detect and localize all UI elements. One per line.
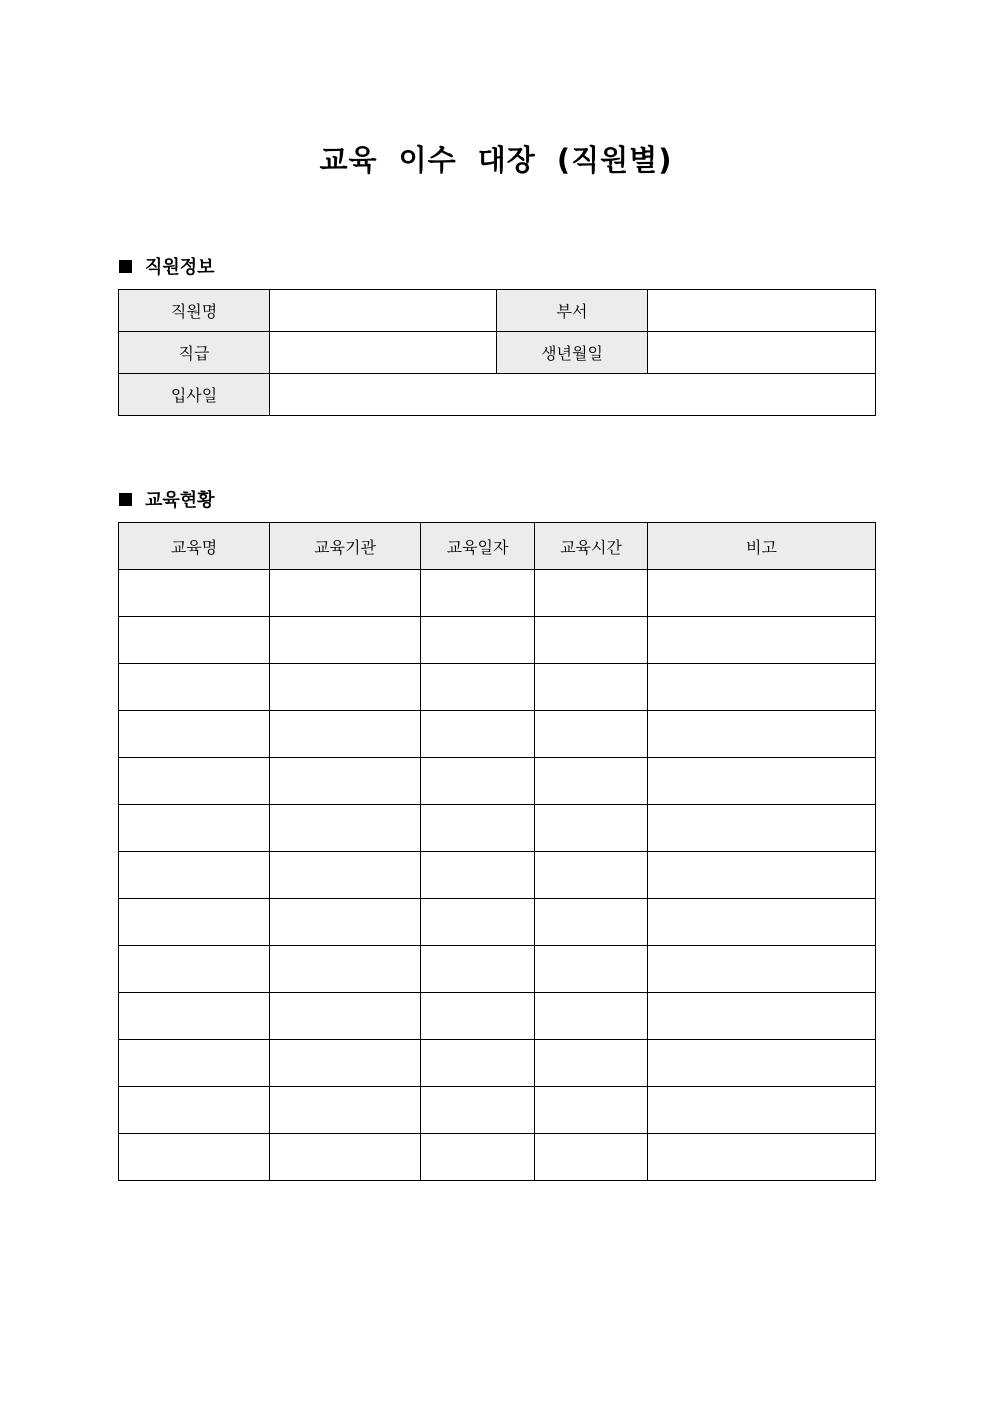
cell-date[interactable] [421,1040,535,1087]
department-field[interactable] [648,290,876,332]
table-row [119,664,876,711]
join-date-field[interactable] [270,374,876,416]
cell-hours[interactable] [535,946,648,993]
table-row [119,758,876,805]
cell-institution[interactable] [270,1134,421,1181]
cell-institution[interactable] [270,711,421,758]
cell-date[interactable] [421,899,535,946]
cell-hours[interactable] [535,711,648,758]
cell-hours[interactable] [535,570,648,617]
rank-field[interactable] [270,332,497,374]
name-field[interactable] [270,290,497,332]
cell-remarks[interactable] [648,1040,876,1087]
section-heading-employee-info [119,253,215,279]
table-row [119,374,876,416]
cell-remarks[interactable] [648,805,876,852]
cell-hours[interactable] [535,1040,648,1087]
cell-institution[interactable] [270,1087,421,1134]
cell-remarks[interactable] [648,1087,876,1134]
education-table-body [119,570,876,1181]
table-row [119,1040,876,1087]
cell-date[interactable] [421,617,535,664]
cell-hours[interactable] [535,1134,648,1181]
black-square-icon [119,493,132,506]
cell-institution[interactable] [270,617,421,664]
cell-institution[interactable] [270,852,421,899]
cell-course-name[interactable] [119,993,270,1040]
table-row [119,570,876,617]
table-row [119,946,876,993]
cell-course-name[interactable] [119,711,270,758]
table-row [119,332,876,374]
cell-hours[interactable] [535,852,648,899]
cell-course-name[interactable] [119,1040,270,1087]
cell-institution[interactable] [270,758,421,805]
join-date-label: 입사일 [119,374,270,416]
cell-course-name[interactable] [119,664,270,711]
column-header-date: 교육일자 [421,523,535,570]
section-heading-education-status [119,486,215,512]
black-square-icon [119,260,132,273]
birthdate-field[interactable] [648,332,876,374]
table-row [119,1134,876,1181]
cell-hours[interactable] [535,758,648,805]
cell-institution[interactable] [270,946,421,993]
cell-date[interactable] [421,805,535,852]
cell-date[interactable] [421,758,535,805]
cell-course-name[interactable] [119,805,270,852]
cell-remarks[interactable] [648,570,876,617]
cell-remarks[interactable] [648,1134,876,1181]
cell-remarks[interactable] [648,617,876,664]
column-header-institution: 교육기관 [270,523,421,570]
table-row [119,993,876,1040]
table-row [119,290,876,332]
section-heading-label: 교육현황 [145,490,215,511]
cell-date[interactable] [421,993,535,1040]
table-row [119,805,876,852]
cell-date[interactable] [421,1087,535,1134]
cell-hours[interactable] [535,664,648,711]
column-header-course-name: 교육명 [119,523,270,570]
table-row [119,1087,876,1134]
cell-remarks[interactable] [648,852,876,899]
name-label: 직원명 [119,290,270,332]
cell-institution[interactable] [270,1040,421,1087]
table-row [119,617,876,664]
cell-hours[interactable] [535,993,648,1040]
cell-date[interactable] [421,852,535,899]
table-header-row [119,523,876,570]
column-header-remarks: 비고 [648,523,876,570]
section-heading-label: 직원정보 [145,257,215,278]
department-label: 부서 [497,290,648,332]
table-row [119,711,876,758]
cell-course-name[interactable] [119,758,270,805]
employee-info-table [118,289,876,416]
education-status-table [118,522,876,1181]
cell-date[interactable] [421,664,535,711]
cell-hours[interactable] [535,1087,648,1134]
cell-remarks[interactable] [648,758,876,805]
cell-course-name[interactable] [119,946,270,993]
cell-institution[interactable] [270,993,421,1040]
cell-course-name[interactable] [119,899,270,946]
cell-remarks[interactable] [648,711,876,758]
cell-institution[interactable] [270,664,421,711]
cell-date[interactable] [421,570,535,617]
cell-institution[interactable] [270,805,421,852]
cell-course-name[interactable] [119,1134,270,1181]
cell-remarks[interactable] [648,993,876,1040]
cell-course-name[interactable] [119,570,270,617]
cell-hours[interactable] [535,899,648,946]
birthdate-label: 생년월일 [497,332,648,374]
rank-label: 직급 [119,332,270,374]
cell-institution[interactable] [270,570,421,617]
cell-course-name[interactable] [119,617,270,664]
cell-course-name[interactable] [119,1087,270,1134]
cell-institution[interactable] [270,899,421,946]
cell-date[interactable] [421,711,535,758]
cell-remarks[interactable] [648,899,876,946]
table-row [119,899,876,946]
cell-hours[interactable] [535,805,648,852]
cell-course-name[interactable] [119,852,270,899]
table-row [119,852,876,899]
cell-remarks[interactable] [648,664,876,711]
cell-remarks[interactable] [648,946,876,993]
document-title: 교육 이수 대장 (직원별) [319,143,673,177]
cell-date[interactable] [421,1134,535,1181]
column-header-hours: 교육시간 [535,523,648,570]
cell-hours[interactable] [535,617,648,664]
cell-date[interactable] [421,946,535,993]
